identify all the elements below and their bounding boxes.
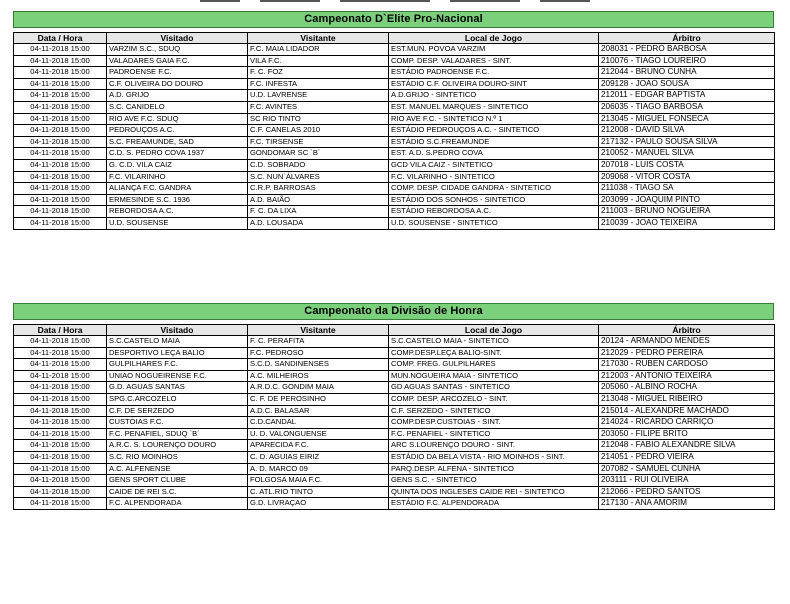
cell-referee: 203099 - JOAQUIM PINTO <box>599 194 775 206</box>
cell-home-team: F.C. VILARINHO <box>107 171 248 183</box>
cell-away-team: F.C. AVINTES <box>248 101 389 113</box>
cell-venue: F.C. VILARINHO - SINTETICO <box>389 171 599 183</box>
table-row <box>14 336 775 348</box>
cell-home-team: S.C.CASTELO MAIA <box>107 336 248 348</box>
cell-away-team: F. C. DA LIXA <box>248 206 389 218</box>
cell-referee: 208031 - PEDRO BARBOSA <box>599 44 775 56</box>
section-elite <box>13 11 774 230</box>
table-row <box>14 159 775 171</box>
cell-away-team: F.C. PEDROSO <box>248 347 389 359</box>
cell-home-team: ERMESINDE S.C. 1936 <box>107 194 248 206</box>
table-row <box>14 67 775 79</box>
games-table-body <box>14 44 775 230</box>
cell-date: 04-11-2018 15:00 <box>14 217 107 229</box>
cell-venue: ESTÁDIO DA BELA VISTA - RIO MOINHOS - SINT. <box>389 451 599 463</box>
cell-venue: EST. MANUEL MARQUES - SINTETICO <box>389 101 599 113</box>
cell-referee: 217132 - PAULO SOUSA SILVA <box>599 136 775 148</box>
cell-away-team: SC RIO TINTO <box>248 113 389 125</box>
cell-referee: 206035 - TIAGO BARBOSA <box>599 101 775 113</box>
table-row <box>14 451 775 463</box>
cell-referee: 212008 - DAVID SILVA <box>599 125 775 137</box>
table-row <box>14 55 775 67</box>
cell-away-team: U. D. VALONGUENSE <box>248 428 389 440</box>
table-row <box>14 440 775 452</box>
cell-home-team: S.C. FREAMUNDE, SAD <box>107 136 248 148</box>
cell-away-team: FOLGOSA MAIA F.C. <box>248 475 389 487</box>
cell-referee: 213048 - MIGUEL RIBEIRO <box>599 393 775 405</box>
cell-venue: MUN.NOGUEIRA MAIA - SINTETICO <box>389 370 599 382</box>
cell-referee: 203050 - FILIPE BRITO <box>599 428 775 440</box>
table-row <box>14 359 775 371</box>
cell-venue: ARC S.LOURENÇO DOURO - SINT. <box>389 440 599 452</box>
cell-referee: 215014 - ALEXANDRE MACHADO <box>599 405 775 417</box>
games-table-body <box>14 336 775 510</box>
cell-away-team: F.C. INFESTA <box>248 78 389 90</box>
cell-date: 04-11-2018 15:00 <box>14 67 107 79</box>
cell-venue: ESTÁDIO C.F. OLIVEIRA DOURO-SINT <box>389 78 599 90</box>
cell-away-team: VILA F.C. <box>248 55 389 67</box>
cell-date: 04-11-2018 15:00 <box>14 148 107 160</box>
cell-date: 04-11-2018 15:00 <box>14 101 107 113</box>
cell-home-team: UNIAO NOGUEIRENSE F.C. <box>107 370 248 382</box>
cell-date: 04-11-2018 15:00 <box>14 463 107 475</box>
cell-away-team: A.C. MILHEIROS <box>248 370 389 382</box>
cell-date: 04-11-2018 15:00 <box>14 125 107 137</box>
cell-venue: ESTÁDIO DOS SONHOS - SINTETICO <box>389 194 599 206</box>
cell-home-team: G. C.D. VILA CAIZ <box>107 159 248 171</box>
cell-referee: 212029 - PEDRO PEREIRA <box>599 347 775 359</box>
cell-venue: COMP.DESP.CUSTOIAS - SINT. <box>389 417 599 429</box>
cell-home-team: F.C. ALPENDORADA <box>107 498 248 510</box>
cell-date: 04-11-2018 15:00 <box>14 393 107 405</box>
section-title: Campeonato da Divisão de Honra <box>13 303 774 320</box>
cropped-top-strip <box>0 0 790 6</box>
cell-home-team: DESPORTIVO LEÇA BALIO <box>107 347 248 359</box>
column-header-referee: Árbitro <box>599 33 775 44</box>
table-row <box>14 217 775 229</box>
cell-date: 04-11-2018 15:00 <box>14 78 107 90</box>
cell-home-team: G.D. AGUAS SANTAS <box>107 382 248 394</box>
cell-referee: 217030 - RUBEN CARDOSO <box>599 359 775 371</box>
cell-away-team: A.D.C. BALASAR <box>248 405 389 417</box>
cell-date: 04-11-2018 15:00 <box>14 451 107 463</box>
cell-home-team: REBORDOSA A.C. <box>107 206 248 218</box>
column-header-away: Visitante <box>248 325 389 336</box>
cell-date: 04-11-2018 15:00 <box>14 336 107 348</box>
cell-date: 04-11-2018 15:00 <box>14 183 107 195</box>
table-header-row <box>14 325 775 336</box>
cell-away-team: F.C. TIRSENSE <box>248 136 389 148</box>
cell-home-team: U.D. SOUSENSE <box>107 217 248 229</box>
column-header-referee: Árbitro <box>599 325 775 336</box>
cell-date: 04-11-2018 15:00 <box>14 194 107 206</box>
column-header-date: Data / Hora <box>14 33 107 44</box>
section-title: Campeonato D`Elite Pro-Nacional <box>13 11 774 28</box>
cell-date: 04-11-2018 15:00 <box>14 171 107 183</box>
table-row <box>14 486 775 498</box>
cell-home-team: C.D. S. PEDRO COVA 1937 <box>107 148 248 160</box>
table-row <box>14 475 775 487</box>
table-row <box>14 113 775 125</box>
cell-away-team: A.D. BAIÃO <box>248 194 389 206</box>
cell-date: 04-11-2018 15:00 <box>14 417 107 429</box>
cell-away-team: F.C. MAIA LIDADOR <box>248 44 389 56</box>
table-row <box>14 393 775 405</box>
cell-away-team: C.R.P. BARROSAS <box>248 183 389 195</box>
cell-away-team: C.D.CANDAL <box>248 417 389 429</box>
cell-referee: 212044 - BRUNO CUNHA <box>599 67 775 79</box>
cell-away-team: A.D. LOUSADA <box>248 217 389 229</box>
cell-away-team: U.D. LAVRENSE <box>248 90 389 102</box>
cell-venue: C.F. SERZEDO - SINTETICO <box>389 405 599 417</box>
cell-home-team: C.F. DE SERZEDO <box>107 405 248 417</box>
cell-date: 04-11-2018 15:00 <box>14 136 107 148</box>
cell-away-team: C. F. DE PEROSINHO <box>248 393 389 405</box>
cell-referee: 209128 - JOAO SOUSA <box>599 78 775 90</box>
cell-away-team: F. C. PERAFITA <box>248 336 389 348</box>
cell-date: 04-11-2018 15:00 <box>14 382 107 394</box>
cell-away-team: C. D. AGUIAS EIRIZ <box>248 451 389 463</box>
column-header-venue: Local de Jogo <box>389 33 599 44</box>
cell-venue: GD AGUAS SANTAS - SINTETICO <box>389 382 599 394</box>
cell-home-team: SPG.C.ARCOZELO <box>107 393 248 405</box>
cell-date: 04-11-2018 15:00 <box>14 428 107 440</box>
cropped-text-fragment <box>200 0 240 2</box>
section-honra <box>13 303 774 510</box>
cell-home-team: GULPILHARES F.C. <box>107 359 248 371</box>
cell-venue: GCD VILA CAIZ - SINTETICO <box>389 159 599 171</box>
cell-referee: 210039 - JOAO TEIXEIRA <box>599 217 775 229</box>
cell-home-team: VALADARES GAIA F.C. <box>107 55 248 67</box>
cell-referee: 209068 - VITOR COSTA <box>599 171 775 183</box>
table-row <box>14 463 775 475</box>
cell-referee: 20124 - ARMANDO MENDES <box>599 336 775 348</box>
table-row <box>14 206 775 218</box>
cropped-text-fragment <box>450 0 520 2</box>
cell-venue: COMP. DESP. CIDADE GANDRA - SINTETICO <box>389 183 599 195</box>
table-row <box>14 347 775 359</box>
cell-venue: PARQ.DESP. ALFENA - SINTETICO <box>389 463 599 475</box>
cell-venue: A.D.GRIJO - SINTETICO <box>389 90 599 102</box>
table-row <box>14 136 775 148</box>
cell-home-team: S.C. CANIDELO <box>107 101 248 113</box>
table-header-row <box>14 33 775 44</box>
cell-away-team: C.F. CANELAS 2010 <box>248 125 389 137</box>
cell-home-team: A.R.C. S. LOURENÇO DOURO <box>107 440 248 452</box>
cell-referee: 205060 - ALBINO ROCHA <box>599 382 775 394</box>
cell-away-team: A.R.D.C. GONDIM MAIA <box>248 382 389 394</box>
cell-venue: RIO AVE F.C. - SINTETICO N.º 1 <box>389 113 599 125</box>
cell-date: 04-11-2018 15:00 <box>14 498 107 510</box>
cell-home-team: F.C. PENAFIEL, SDUQ `B´ <box>107 428 248 440</box>
cell-referee: 217130 - ANA AMORIM <box>599 498 775 510</box>
cell-referee: 214024 - RICARDO CARRIÇO <box>599 417 775 429</box>
cell-away-team: G.D. LIVRAÇAO <box>248 498 389 510</box>
cell-venue: GENS S.C. - SINTETICO <box>389 475 599 487</box>
cell-venue: EST.MUN. POVOA VARZIM <box>389 44 599 56</box>
cell-away-team: A. D. MARCO 09 <box>248 463 389 475</box>
cell-referee: 207018 - LUIS COSTA <box>599 159 775 171</box>
table-row <box>14 101 775 113</box>
cell-venue: COMP. DESP. ARCOZELO - SINT. <box>389 393 599 405</box>
cell-date: 04-11-2018 15:00 <box>14 90 107 102</box>
cell-referee: 211038 - TIAGO SA <box>599 183 775 195</box>
column-header-venue: Local de Jogo <box>389 325 599 336</box>
cell-referee: 210076 - TIAGO LOUREIRO <box>599 55 775 67</box>
cell-referee: 210052 - MANUEL SILVA <box>599 148 775 160</box>
cell-referee: 213045 - MIGUEL FONSECA <box>599 113 775 125</box>
games-table <box>13 324 775 510</box>
cell-home-team: A.D. GRIJO <box>107 90 248 102</box>
cell-referee: 212048 - FABIO ALEXANDRE SILVA <box>599 440 775 452</box>
cell-venue: F.C. PENAFIEL - SINTETICO <box>389 428 599 440</box>
cell-date: 04-11-2018 15:00 <box>14 370 107 382</box>
cell-away-team: S.C. NUN`ÁLVARES <box>248 171 389 183</box>
table-row <box>14 44 775 56</box>
cell-home-team: GENS SPORT CLUBE <box>107 475 248 487</box>
cell-home-team: S.C. RIO MOINHOS <box>107 451 248 463</box>
table-row <box>14 417 775 429</box>
column-header-home: Visitado <box>107 33 248 44</box>
cropped-text-fragment <box>260 0 320 2</box>
column-header-home: Visitado <box>107 325 248 336</box>
cell-venue: ESTÁDIO PEDROUÇOS A.C. - SINTETICO <box>389 125 599 137</box>
table-row <box>14 428 775 440</box>
cell-venue: EST. A.D. S.PEDRO COVA <box>389 148 599 160</box>
table-row <box>14 498 775 510</box>
cell-home-team: VARZIM S.C., SDUQ <box>107 44 248 56</box>
cell-date: 04-11-2018 15:00 <box>14 206 107 218</box>
cell-referee: 207082 - SAMUEL CUNHA <box>599 463 775 475</box>
table-row <box>14 382 775 394</box>
cell-home-team: ALIANÇA F.C. GANDRA <box>107 183 248 195</box>
cell-date: 04-11-2018 15:00 <box>14 359 107 371</box>
cell-date: 04-11-2018 15:00 <box>14 347 107 359</box>
table-row <box>14 78 775 90</box>
cell-date: 04-11-2018 15:00 <box>14 486 107 498</box>
cell-date: 04-11-2018 15:00 <box>14 113 107 125</box>
cell-venue: ESTÁDIO S.C.FREAMUNDE <box>389 136 599 148</box>
table-row <box>14 183 775 195</box>
cell-home-team: A.C. ALFENENSE <box>107 463 248 475</box>
table-row <box>14 194 775 206</box>
cell-date: 04-11-2018 15:00 <box>14 475 107 487</box>
table-row <box>14 171 775 183</box>
cropped-text-fragment <box>340 0 430 2</box>
table-row <box>14 405 775 417</box>
cell-referee: 214051 - PEDRO VIEIRA <box>599 451 775 463</box>
table-row <box>14 148 775 160</box>
table-row <box>14 370 775 382</box>
cell-venue: S.C.CASTELO MAIA - SINTETICO <box>389 336 599 348</box>
cell-home-team: C.F. OLIVEIRA DO DOURO <box>107 78 248 90</box>
cell-date: 04-11-2018 15:00 <box>14 440 107 452</box>
cell-away-team: C.D. SOBRADO <box>248 159 389 171</box>
cell-home-team: PADROENSE F.C. <box>107 67 248 79</box>
column-header-date: Data / Hora <box>14 325 107 336</box>
cell-away-team: F. C. FOZ <box>248 67 389 79</box>
cell-venue: U.D. SOUSENSE - SINTETICO <box>389 217 599 229</box>
cell-referee: 212003 - ANTONIO TEIXEIRA <box>599 370 775 382</box>
cell-home-team: CAIDE DE REI S.C. <box>107 486 248 498</box>
cell-referee: 211003 - BRUNO NOGUEIRA <box>599 206 775 218</box>
cell-venue: ESTÁDIO REBORDOSA A.C. <box>389 206 599 218</box>
cell-away-team: APARECIDA F.C. <box>248 440 389 452</box>
cell-home-team: RIO AVE F.C. SDUQ <box>107 113 248 125</box>
cell-venue: ESTÁDIO F.C. ALPENDORADA <box>389 498 599 510</box>
games-table <box>13 32 775 230</box>
cell-home-team: CUSTÓIAS F.C. <box>107 417 248 429</box>
cell-away-team: C. ATL.RIO TINTO <box>248 486 389 498</box>
cell-date: 04-11-2018 15:00 <box>14 159 107 171</box>
cell-venue: COMP. FREG. GULPILHARES <box>389 359 599 371</box>
cell-date: 04-11-2018 15:00 <box>14 55 107 67</box>
cell-referee: 203111 - RUI OLIVEIRA <box>599 475 775 487</box>
cell-referee: 212011 - EDGAR BAPTISTA <box>599 90 775 102</box>
cell-away-team: S.C.D. SANDINENSES <box>248 359 389 371</box>
cell-venue: COMP.DESP.LEÇA BALIO-SINT. <box>389 347 599 359</box>
table-row <box>14 125 775 137</box>
cell-referee: 212066 - PEDRO SANTOS <box>599 486 775 498</box>
cell-venue: ESTÁDIO PADROENSE F.C. <box>389 67 599 79</box>
cell-venue: QUINTA DOS INGLESES CAIDE REI - SINTETICO <box>389 486 599 498</box>
column-header-away: Visitante <box>248 33 389 44</box>
cell-home-team: PEDROUÇOS A.C. <box>107 125 248 137</box>
cell-venue: COMP. DESP. VALADARES - SINT. <box>389 55 599 67</box>
cropped-text-fragment <box>540 0 590 2</box>
cell-away-team: GONDOMAR SC `B´ <box>248 148 389 160</box>
cell-date: 04-11-2018 15:00 <box>14 44 107 56</box>
cell-date: 04-11-2018 15:00 <box>14 405 107 417</box>
table-row <box>14 90 775 102</box>
